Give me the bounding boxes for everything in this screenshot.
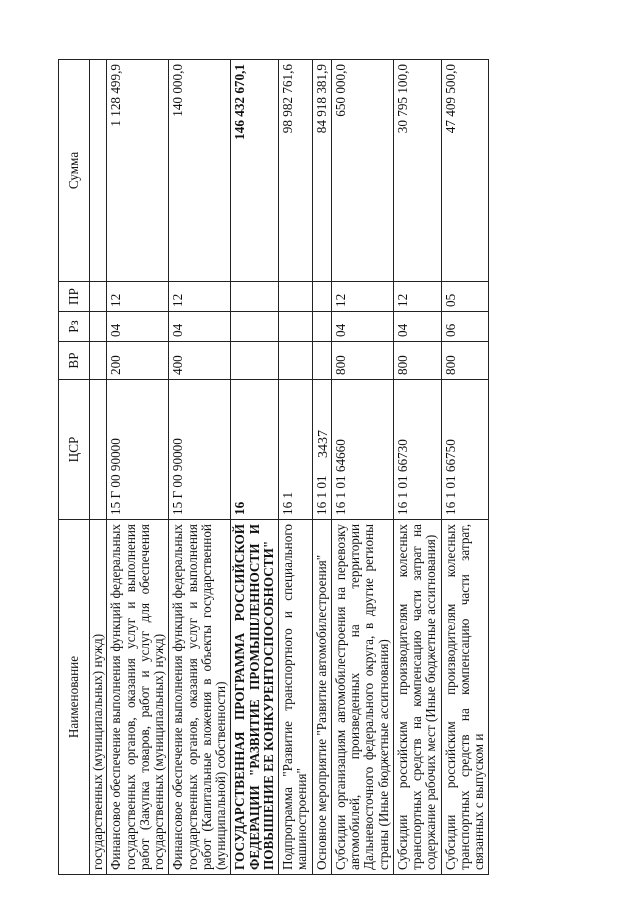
cell-pr: 12 xyxy=(169,282,231,312)
cell-pr xyxy=(231,282,279,312)
cell-name: Финансовое обеспечение выполнения функций федеральных государственных органов, оказания услуг и выполнения работ (Закупка товаров, работ и услуг для обеспечения государственных (муниципальных) нужд) xyxy=(107,520,169,875)
table-row xyxy=(393,60,441,875)
table-row xyxy=(331,60,393,875)
cell-vr: 200 xyxy=(107,342,169,380)
cell-sum: 146 432 670,1 xyxy=(231,60,279,282)
cell-vr xyxy=(312,342,331,380)
cell-rz xyxy=(279,312,313,342)
cell-pr xyxy=(90,282,107,312)
budget-table xyxy=(58,59,489,875)
table-row xyxy=(312,60,331,875)
page-number: 3437 xyxy=(316,430,331,458)
table-row xyxy=(107,60,169,875)
cell-pr xyxy=(312,282,331,312)
cell-csr: 15 Г 00 90000 xyxy=(107,380,169,520)
cell-rz: 04 xyxy=(169,312,231,342)
table-header-row xyxy=(59,60,90,875)
cell-sum: 98 982 761,6 xyxy=(279,60,313,282)
cell-pr: 12 xyxy=(393,282,441,312)
header-name: Наименование xyxy=(59,520,90,875)
cell-csr: 16 xyxy=(231,380,279,520)
cell-name: Финансовое обеспечение выполнения функций федеральных государственных органов, оказания услуг и выполнения работ (Капитальные вложения в объекты государственной (муниципальной) собственности) xyxy=(169,520,231,875)
cell-sum: 1 128 499,9 xyxy=(107,60,169,282)
cell-rz xyxy=(312,312,331,342)
cell-rz: 06 xyxy=(441,312,489,342)
cell-name: Субсидии организациям автомобилестроения на перевозку автомобилей, произведенных на территории Дальневосточного федерального округа, в другие регионы страны (Иные бюджетные ассигнования) xyxy=(331,520,393,875)
cell-vr: 800 xyxy=(441,342,489,380)
cell-vr: 400 xyxy=(169,342,231,380)
cell-sum: 84 918 381,9 xyxy=(312,60,331,282)
cell-csr: 16 1 01 64660 xyxy=(331,380,393,520)
cell-name: Основное мероприятие "Развитие автомобилестроения" xyxy=(312,520,331,875)
cell-sum: 30 795 100,0 xyxy=(393,60,441,282)
cell-rz: 04 xyxy=(393,312,441,342)
table-row xyxy=(231,60,279,875)
cell-rz xyxy=(231,312,279,342)
cell-name: ГОСУДАРСТВЕННАЯ ПРОГРАММА РОССИЙСКОЙ ФЕДЕРАЦИИ "РАЗВИТИЕ ПРОМЫШЛЕННОСТИ И ПОВЫШЕНИЕ ЕЕ КОНКУРЕНТОСПОСОБНОСТИ" xyxy=(231,520,279,875)
cell-name: Подпрограмма "Развитие транспортного и специального машиностроения" xyxy=(279,520,313,875)
cell-pr: 05 xyxy=(441,282,489,312)
cell-vr xyxy=(231,342,279,380)
cell-sum: 47 409 500,0 xyxy=(441,60,489,282)
header-pr: ПР xyxy=(59,282,90,312)
cell-vr xyxy=(279,342,313,380)
cell-rz: 04 xyxy=(331,312,393,342)
cell-pr: 12 xyxy=(107,282,169,312)
cell-rz xyxy=(90,312,107,342)
table-row xyxy=(90,60,107,875)
cell-sum xyxy=(90,60,107,282)
cell-name: Субсидии российским производителям колесных транспортных средств на компенсацию части затрат, связанных с выпуском и xyxy=(441,520,489,875)
header-rz: Рз xyxy=(59,312,90,342)
cell-pr: 12 xyxy=(331,282,393,312)
cell-name: Субсидии российским производителям колесных транспортных средств на компенсацию части затрат на содержание рабочих мест (Иные бюджетные ассигнования) xyxy=(393,520,441,875)
cell-csr: 16 1 01 66730 xyxy=(393,380,441,520)
cell-csr: 16 1 01 xyxy=(312,380,331,520)
cell-sum: 650 000,0 xyxy=(331,60,393,282)
budget-table-sheet xyxy=(58,60,584,875)
cell-pr xyxy=(279,282,313,312)
cell-vr: 800 xyxy=(331,342,393,380)
table-row xyxy=(169,60,231,875)
cell-csr: 16 1 01 66750 xyxy=(441,380,489,520)
table-row xyxy=(441,60,489,875)
cell-csr xyxy=(90,380,107,520)
cell-rz: 04 xyxy=(107,312,169,342)
cell-csr: 16 1 xyxy=(279,380,313,520)
cell-vr xyxy=(90,342,107,380)
cell-vr: 800 xyxy=(393,342,441,380)
cell-csr: 15 Г 00 90000 xyxy=(169,380,231,520)
header-csr: ЦСР xyxy=(59,380,90,520)
cell-name: государственных (муниципальных) нужд) xyxy=(90,520,107,875)
header-sum: Сумма xyxy=(59,60,90,282)
table-row xyxy=(279,60,313,875)
header-vr: ВР xyxy=(59,342,90,380)
cell-sum: 140 000,0 xyxy=(169,60,231,282)
